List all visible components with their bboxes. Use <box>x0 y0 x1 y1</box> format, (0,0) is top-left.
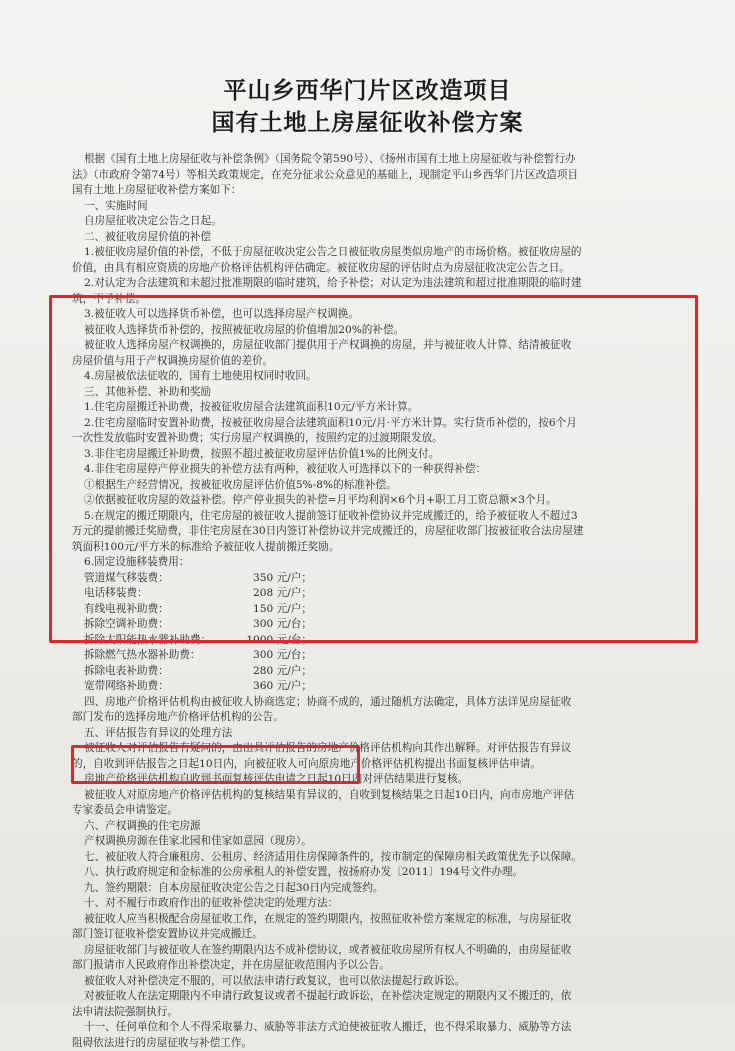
document-title-line2: 国有土地上房屋征收补偿方案 <box>0 104 735 137</box>
intro-section <box>62 152 682 199</box>
part5-line: 部门签订征收补偿安置协议并完成搬迁。 <box>62 927 682 943</box>
fee-row <box>62 586 682 602</box>
part2-line: 2.住宅房屋临时安置补助费，按被征收房屋合法建筑面积10元/月·平方米计算。实行货币补偿的，按6个月 <box>62 416 682 432</box>
part3-line: 的，自收到评估报告之日起10日内，向被征收人可向原房地产价格评估机构提出书面复核评估申请。 <box>62 757 682 773</box>
fee-name: 拆除电表补助费： <box>84 664 232 680</box>
part5-line: 被征收人应当积极配合房屋征收工作，在规定的签约期限内，按照征收补偿方案规定的标准，与房屋征收 <box>62 912 682 928</box>
part3-line: 部门发布的选择房地产价格评估机构的公告。 <box>62 710 682 726</box>
part5-line: 房屋征收部门与被征收人在签约期限内达不成补偿协议，或者被征收房屋所有权人不明确的，由房屋征收 <box>62 943 682 959</box>
fee-row <box>62 602 682 618</box>
part5-line: 被征收人对补偿决定不服的，可以依法申请行政复议，也可以依法提起行政诉讼。 <box>62 974 682 990</box>
part2-line: 4.非住宅房屋停产停业损失的补偿方法有两种，被征收人可选择以下的一种获得补偿： <box>62 462 682 478</box>
fee-row <box>62 633 682 649</box>
section-timing-and-value <box>62 199 682 308</box>
part2-line: 三、其他补偿、补助和奖励 <box>62 385 682 401</box>
part5-line: 十、对不履行市政府作出的征收补偿决定的处理方法： <box>62 896 682 912</box>
part1-line: 一、实施时间 <box>62 199 682 215</box>
fee-name: 管道煤气移装费： <box>84 571 232 587</box>
part3-line: 专家委员会申请鉴定。 <box>62 803 682 819</box>
part5-line: 八、执行政府规定和金标准的公房承租人的补偿安置，按扬府办发〔2011〕194号文件办理。 <box>62 865 682 881</box>
part5-line: 阻碍依法进行的房屋征收与补偿工作。 <box>62 1036 682 1051</box>
fee-name: 电话移装费： <box>84 586 232 602</box>
part1-line: 自房屋征收决定公告之日起。 <box>62 214 682 230</box>
part2-line: 房屋价值与用于产权调换房屋价值的差价。 <box>62 354 682 370</box>
part2-line: 5.在规定的搬迁期限内，住宅房屋的被征收人提前签订征收补偿协议并完成搬迁的，给予被征收人不超过3 <box>62 509 682 525</box>
fee-value: 208 元/户； <box>232 586 312 602</box>
fee-value: 360 元/户； <box>232 679 312 695</box>
fee-name: 有线电视补助费： <box>84 602 232 618</box>
document-title-line1: 平山乡西华门片区改造项目 <box>0 72 735 105</box>
part2-line: 3.被征收人可以选择货币补偿，也可以选择房屋产权调换。 <box>62 307 682 323</box>
part5-line: 十一、任何单位和个人不得采取暴力、威胁等非法方式迫使被征收人搬迁，也不得采取暴力、威胁等方法 <box>62 1020 682 1036</box>
fixed-facility-fee-list <box>62 571 682 695</box>
part2-line: 3.非住宅房屋搬迁补助费，按照不超过被征收房屋评估价值1%的比例支付。 <box>62 447 682 463</box>
part2-line: 被征收人选择房屋产权调换的，房屋征收部门提供用于产权调换的房屋，并与被征收人计算、结清被征收 <box>62 338 682 354</box>
part5-line: 部门报请市人民政府作出补偿决定，并在房屋征收范围内予以公告。 <box>62 958 682 974</box>
part2-line: 筑面积100元/平方米的标准给予被征收人提前搬迁奖励。 <box>62 540 682 556</box>
section-other-provisions <box>62 850 682 1051</box>
part2-line: ①根据生产经营情况，按被征收房屋评估价值5%-8%的标准补偿。 <box>62 478 682 494</box>
section-appraisal <box>62 695 682 819</box>
part3-line: 四、房地产价格评估机构由被征收人协商选定；协商不成的，通过随机方法确定，具体方法详见房屋征收 <box>62 695 682 711</box>
part2-line: ②依据被征收房屋的效益补偿。停产停业损失的补偿=月平均利润×6个月+职工月工资总额×3个月。 <box>62 493 682 509</box>
part5-line: 九、签约期限：自本房屋征收决定公告之日起30日内完成签约。 <box>62 881 682 897</box>
document-body <box>62 152 682 1051</box>
section-compensation-options <box>62 307 682 571</box>
part1-line: 二、被征收房屋价值的补偿 <box>62 230 682 246</box>
part3-line: 房地产价格评估机构自收到书面复核评估申请之日起10日内对评估结果进行复核。 <box>62 772 682 788</box>
fee-name: 拆除空调补助费： <box>84 617 232 633</box>
fee-name: 宽带网络补助费： <box>84 679 232 695</box>
fee-name: 拆除燃气热水器补助费： <box>84 648 232 664</box>
fee-value: 300 元/台； <box>232 617 312 633</box>
part4-line: 六、产权调换的住宅房源 <box>62 819 682 835</box>
fee-value: 280 元/户； <box>232 664 312 680</box>
part2-line: 被征收人选择货币补偿的，按照被征收房屋的价值增加20%的补偿。 <box>62 323 682 339</box>
part3-line: 被征收人对原房地产价格评估机构的复核结果有异议的，自收到复核结果之日起10日内，向市房地产评估 <box>62 788 682 804</box>
part3-line: 五、评估报告有异议的处理方法 <box>62 726 682 742</box>
part5-line: 对被征收人在法定期限内不申请行政复议或者不提起行政诉讼，在补偿决定规定的期限内又不搬迁的，依 <box>62 989 682 1005</box>
part1-line: 2.对认定为合法建筑和未超过批准期限的临时建筑，给予补偿；对认定为违法建筑和超过批准期限的临时建 <box>62 276 682 292</box>
part1-line: 筑，不予补偿。 <box>62 292 682 308</box>
section-housing-source <box>62 819 682 850</box>
part3-line: 被征收人对评估报告有疑问的，由出具评估报告的房地产价格评估机构向其作出解释。对评估报告有异议 <box>62 741 682 757</box>
fee-row <box>62 571 682 587</box>
part5-line: 法申请法院强制执行。 <box>62 1005 682 1021</box>
intro-line: 根据《国有土地上房屋征收与补偿条例》（国务院令第590号）、《扬州市国有土地上房屋征收与补偿暂行办 <box>62 152 682 168</box>
part2-line: 4.房屋被依法征收的，国有土地使用权同时收回。 <box>62 369 682 385</box>
part2-line: 万元的提前搬迁奖励费，非住宅房屋在30日内签订补偿协议并完成搬迁的，房屋征收部门按被征收合法房屋建 <box>62 524 682 540</box>
fee-value: 1000 元/台； <box>232 633 312 649</box>
fee-row <box>62 679 682 695</box>
intro-line: 法》（市政府令第74号）等相关政策规定，在充分征求公众意见的基础上，现制定平山乡西华门片区改造项目 <box>62 168 682 184</box>
fee-value: 300 元/台； <box>232 648 312 664</box>
fee-row <box>62 664 682 680</box>
fee-row <box>62 617 682 633</box>
part5-line: 七、被征收人符合廉租房、公租房、经济适用住房保障条件的，按市制定的保障房相关政策优先予以保障。 <box>62 850 682 866</box>
part1-line: 1.被征收房屋价值的补偿，不低于房屋征收决定公告之日被征收房屋类似房地产的市场价格。被征收房屋的 <box>62 245 682 261</box>
fee-value: 350 元/户； <box>232 571 312 587</box>
fee-value: 150 元/户； <box>232 602 312 618</box>
part2-line: 1.住宅房屋搬迁补助费，按被征收房屋合法建筑面积10元/平方米计算。 <box>62 400 682 416</box>
part2-line: 一次性发放临时安置补助费；实行房屋产权调换的，按照约定的过渡期限发放。 <box>62 431 682 447</box>
part4-line: 产权调换房源在佳家北园和佳家如意园（现房）。 <box>62 834 682 850</box>
intro-line: 国有土地上房屋征收补偿方案如下： <box>62 183 682 199</box>
fee-row <box>62 648 682 664</box>
fee-name: 拆除太阳能热水器补助费： <box>84 633 232 649</box>
part2-line: 6.固定设施移装费用： <box>62 555 682 571</box>
part1-line: 价值，由具有相应资质的房地产价格评估机构评估确定。被征收房屋的评估时点为房屋征收决定公告之日。 <box>62 261 682 277</box>
